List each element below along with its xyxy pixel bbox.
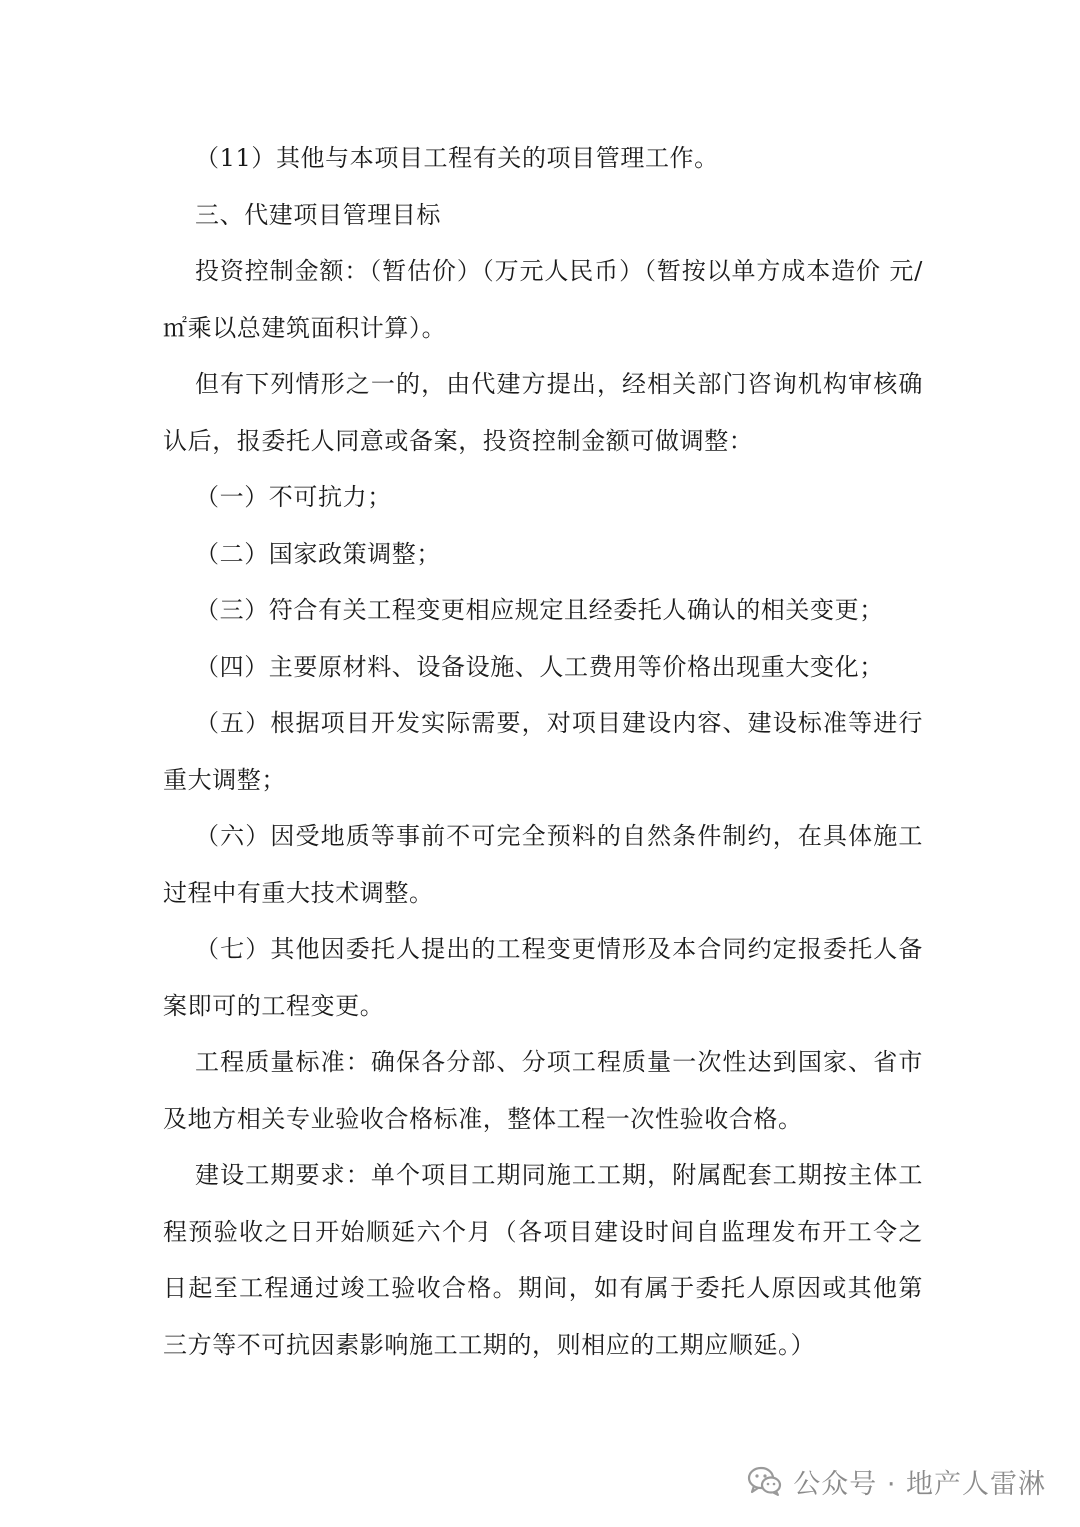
list-item-other-changes: （七）其他因委托人提出的工程变更情形及本合同约定报委托人备案即可的工程变更。 bbox=[163, 935, 923, 1020]
list-item-policy-adjustment: （二）国家政策调整； bbox=[195, 539, 441, 568]
paragraph-investment-control: 投资控制金额：（暂估价）（万元人民币）（暂按以单方成本造价 元/㎡乘以总建筑面积计算）。 bbox=[163, 257, 923, 342]
section-heading-management-goals: 三、代建项目管理目标 bbox=[195, 200, 441, 229]
list-item-scope-adjustment: （五）根据项目开发实际需要，对项目建设内容、建设标准等进行重大调整； bbox=[163, 709, 923, 794]
list-item-force-majeure: （一）不可抗力； bbox=[195, 483, 392, 511]
watermark bbox=[747, 1461, 1046, 1501]
paragraph-schedule-requirement: 建设工期要求：单个项目工期同施工工期，附属配套工期按主体工程预验收之日开始顺延六个月（各项目建设时间自监理发布开工令之日起至工程通过竣工验收合格。期间，如有属于委托人原因或其他第三方等不可抗因素影响施工工期的，则相应的工期应顺延。） bbox=[163, 1161, 923, 1359]
list-item-engineering-change: （三）符合有关工程变更相应规定且经委托人确认的相关变更； bbox=[195, 596, 884, 624]
paragraph-item-11: （11）其他与本项目工程有关的项目管理工作。 bbox=[195, 144, 719, 172]
paragraph-quality-standard: 工程质量标准：确保各分部、分项工程质量一次性达到国家、省市及地方相关专业验收合格标准，整体工程一次性验收合格。 bbox=[163, 1048, 923, 1133]
list-item-geological-adjustment: （六）因受地质等事前不可完全预料的自然条件制约，在具体施工过程中有重大技术调整。 bbox=[163, 822, 923, 907]
list-item-price-change: （四）主要原材料、设备设施、人工费用等价格出现重大变化； bbox=[195, 652, 884, 681]
paragraph-adjustment-conditions: 但有下列情形之一的，由代建方提出，经相关部门咨询机构审核确认后，报委托人同意或备案，投资控制金额可做调整： bbox=[163, 370, 923, 455]
watermark-text: 公众号 · 地产人雷淋 bbox=[793, 1468, 1046, 1500]
document-body bbox=[163, 130, 923, 1373]
wechat-icon bbox=[747, 1465, 783, 1497]
